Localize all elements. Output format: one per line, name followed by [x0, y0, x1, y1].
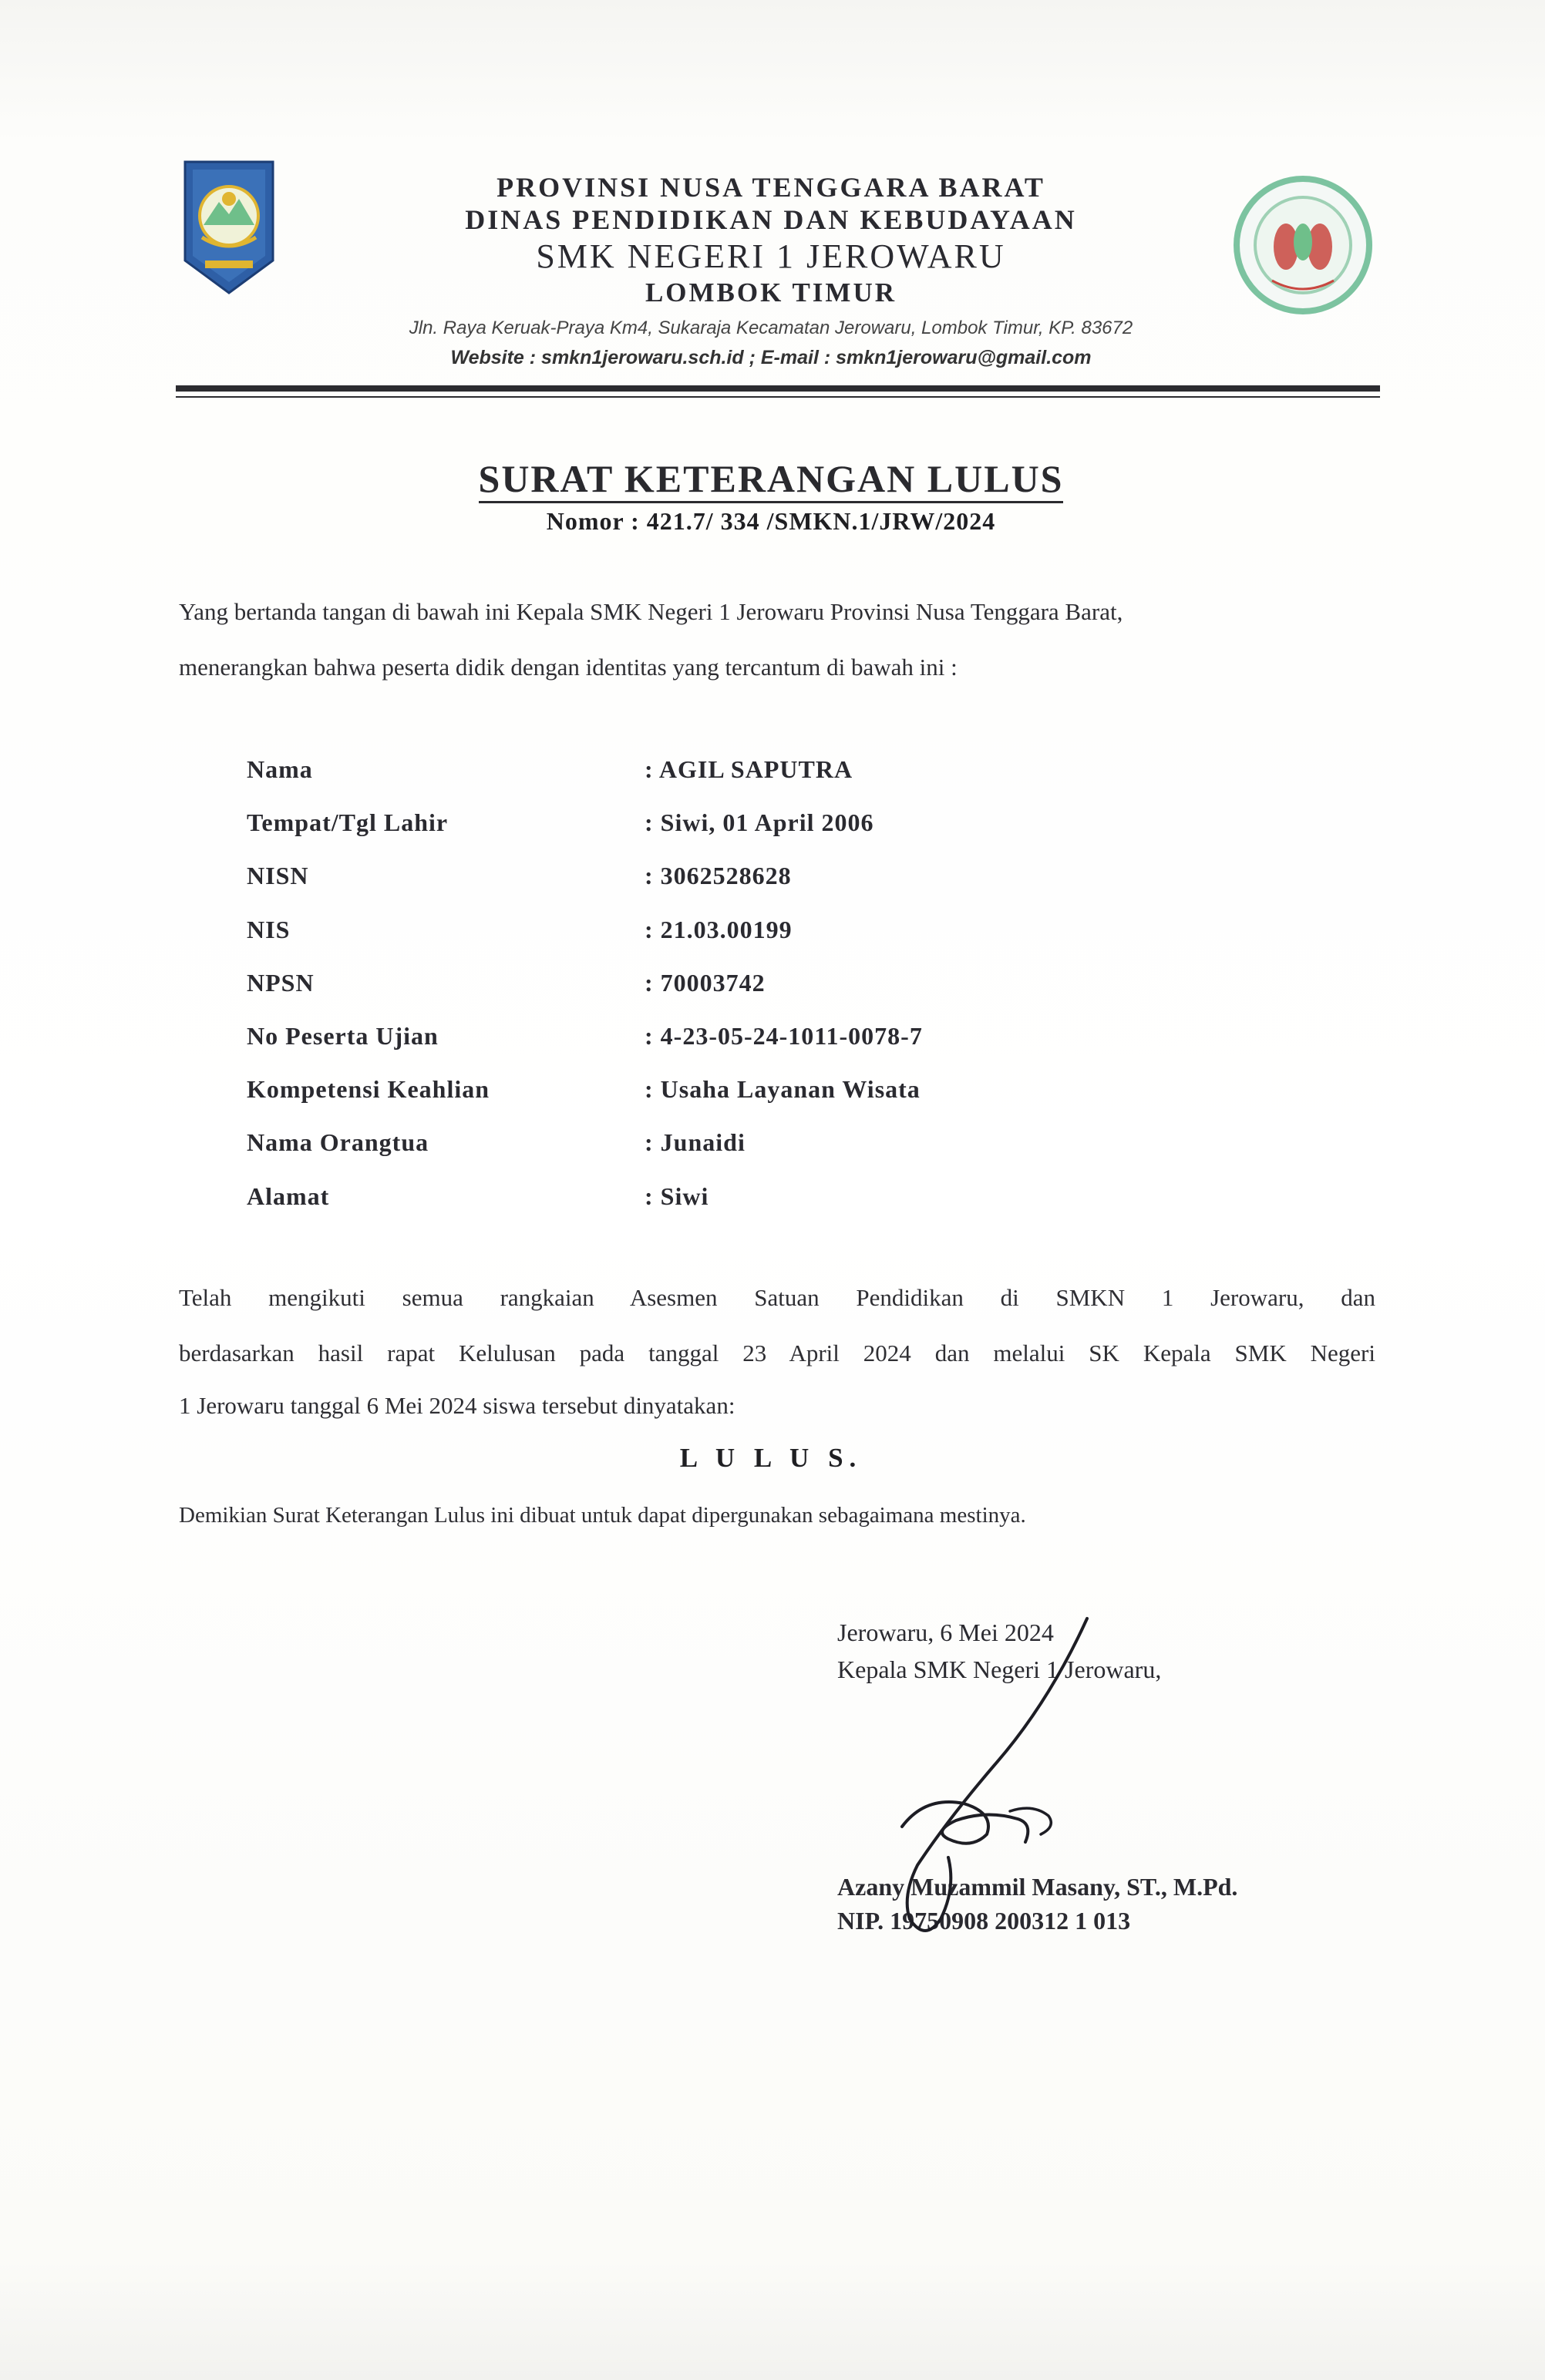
- letterhead-contact: Website : smkn1jerowaru.sch.id ; E-mail : smkn1jerowaru@gmail.com: [450, 347, 1092, 368]
- field-row-nis: [247, 916, 1261, 969]
- field-label: Kompetensi Keahlian: [247, 1075, 490, 1104]
- graduation-result: L U L U S.: [679, 1443, 863, 1473]
- field-value: : 21.03.00199: [645, 915, 793, 943]
- field-value: : 4-23-05-24-1011-0078-7: [645, 1021, 923, 1050]
- field-row-address: [247, 1182, 1261, 1235]
- letterhead-address: Jln. Raya Keruak-Praya Km4, Sukaraja Kecamatan Jerowaru, Lombok Timur, KP. 83672: [409, 318, 1133, 338]
- field-value: : Junaidi: [645, 1128, 746, 1157]
- body-line-2: berdasarkan hasil rapat Kelulusan pada tanggal 23 April 2024 dan melalui SK Kepala SMK Negeri: [179, 1340, 1375, 1366]
- school-logo-icon: [1232, 174, 1374, 316]
- field-row-exam-number: [247, 1022, 1261, 1075]
- field-value: : Siwi, 01 April 2006: [645, 808, 874, 837]
- signatory-nip: NIP. 19750908 200312 1 013: [837, 1907, 1131, 1935]
- document-number: Nomor : 421.7/ 334 /SMKN.1/JRW/2024: [546, 507, 996, 535]
- intro-line-2: menerangkan bahwa peserta didik dengan identitas yang tercantum di bawah ini :: [179, 654, 958, 681]
- signature-role: Kepala SMK Negeri 1 Jerowaru,: [837, 1656, 1162, 1683]
- field-row-competency: [247, 1075, 1261, 1128]
- letterhead-region: LOMBOK TIMUR: [645, 277, 897, 308]
- letterhead-department: DINAS PENDIDIKAN DAN KEBUDAYAAN: [465, 204, 1077, 235]
- letterhead-province: PROVINSI NUSA TENGGARA BARAT: [496, 172, 1045, 203]
- field-value: : 3062528628: [645, 862, 792, 890]
- body-line-3: 1 Jerowaru tanggal 6 Mei 2024 siswa tersebut dinyatakan:: [179, 1392, 735, 1419]
- letterhead-divider-thin: [176, 396, 1380, 398]
- handwritten-signature: [856, 1611, 1133, 1950]
- field-label: Nama: [247, 755, 313, 783]
- body-line-1: Telah mengikuti semua rangkaian Asesmen Satuan Pendidikan di SMKN 1 Jerowaru, dan: [179, 1284, 1375, 1311]
- field-label: Alamat: [247, 1182, 330, 1210]
- letterhead-school: SMK NEGERI 1 JEROWARU: [536, 237, 1006, 275]
- field-value: : 70003742: [645, 968, 766, 997]
- signatory-name: Azany Muzammil Masany, ST., M.Pd.: [837, 1873, 1238, 1901]
- field-row-birth: [247, 808, 1261, 862]
- document-title: [308, 456, 1234, 501]
- student-identity-table: [247, 755, 1261, 1235]
- field-label: NIS: [247, 915, 291, 943]
- field-label: No Peserta Ujian: [247, 1021, 439, 1050]
- field-value: : Siwi: [645, 1182, 709, 1210]
- field-label: NISN: [247, 862, 309, 890]
- signature-place-date: Jerowaru, 6 Mei 2024: [837, 1619, 1054, 1646]
- closing-statement: Demikian Surat Keterangan Lulus ini dibuat untuk dapat dipergunakan sebagaimana mestinya.: [179, 1503, 1026, 1528]
- field-row-npsn: [247, 969, 1261, 1022]
- document-title-text: SURAT KETERANGAN LULUS: [479, 457, 1064, 503]
- field-row-nisn: [247, 862, 1261, 915]
- intro-line-1: Yang bertanda tangan di bawah ini Kepala SMK Negeri 1 Jerowaru Provinsi Nusa Tenggara Barat,: [179, 598, 1123, 625]
- field-value: : AGIL SAPUTRA: [645, 755, 853, 783]
- field-label: NPSN: [247, 968, 315, 997]
- field-label: Nama Orangtua: [247, 1128, 429, 1157]
- province-emblem-icon: [182, 159, 276, 296]
- field-label: Tempat/Tgl Lahir: [247, 808, 449, 837]
- letterhead-divider: [176, 385, 1380, 392]
- field-row-nama: [247, 755, 1261, 808]
- field-value: : Usaha Layanan Wisata: [645, 1075, 921, 1104]
- field-row-parent: [247, 1128, 1261, 1182]
